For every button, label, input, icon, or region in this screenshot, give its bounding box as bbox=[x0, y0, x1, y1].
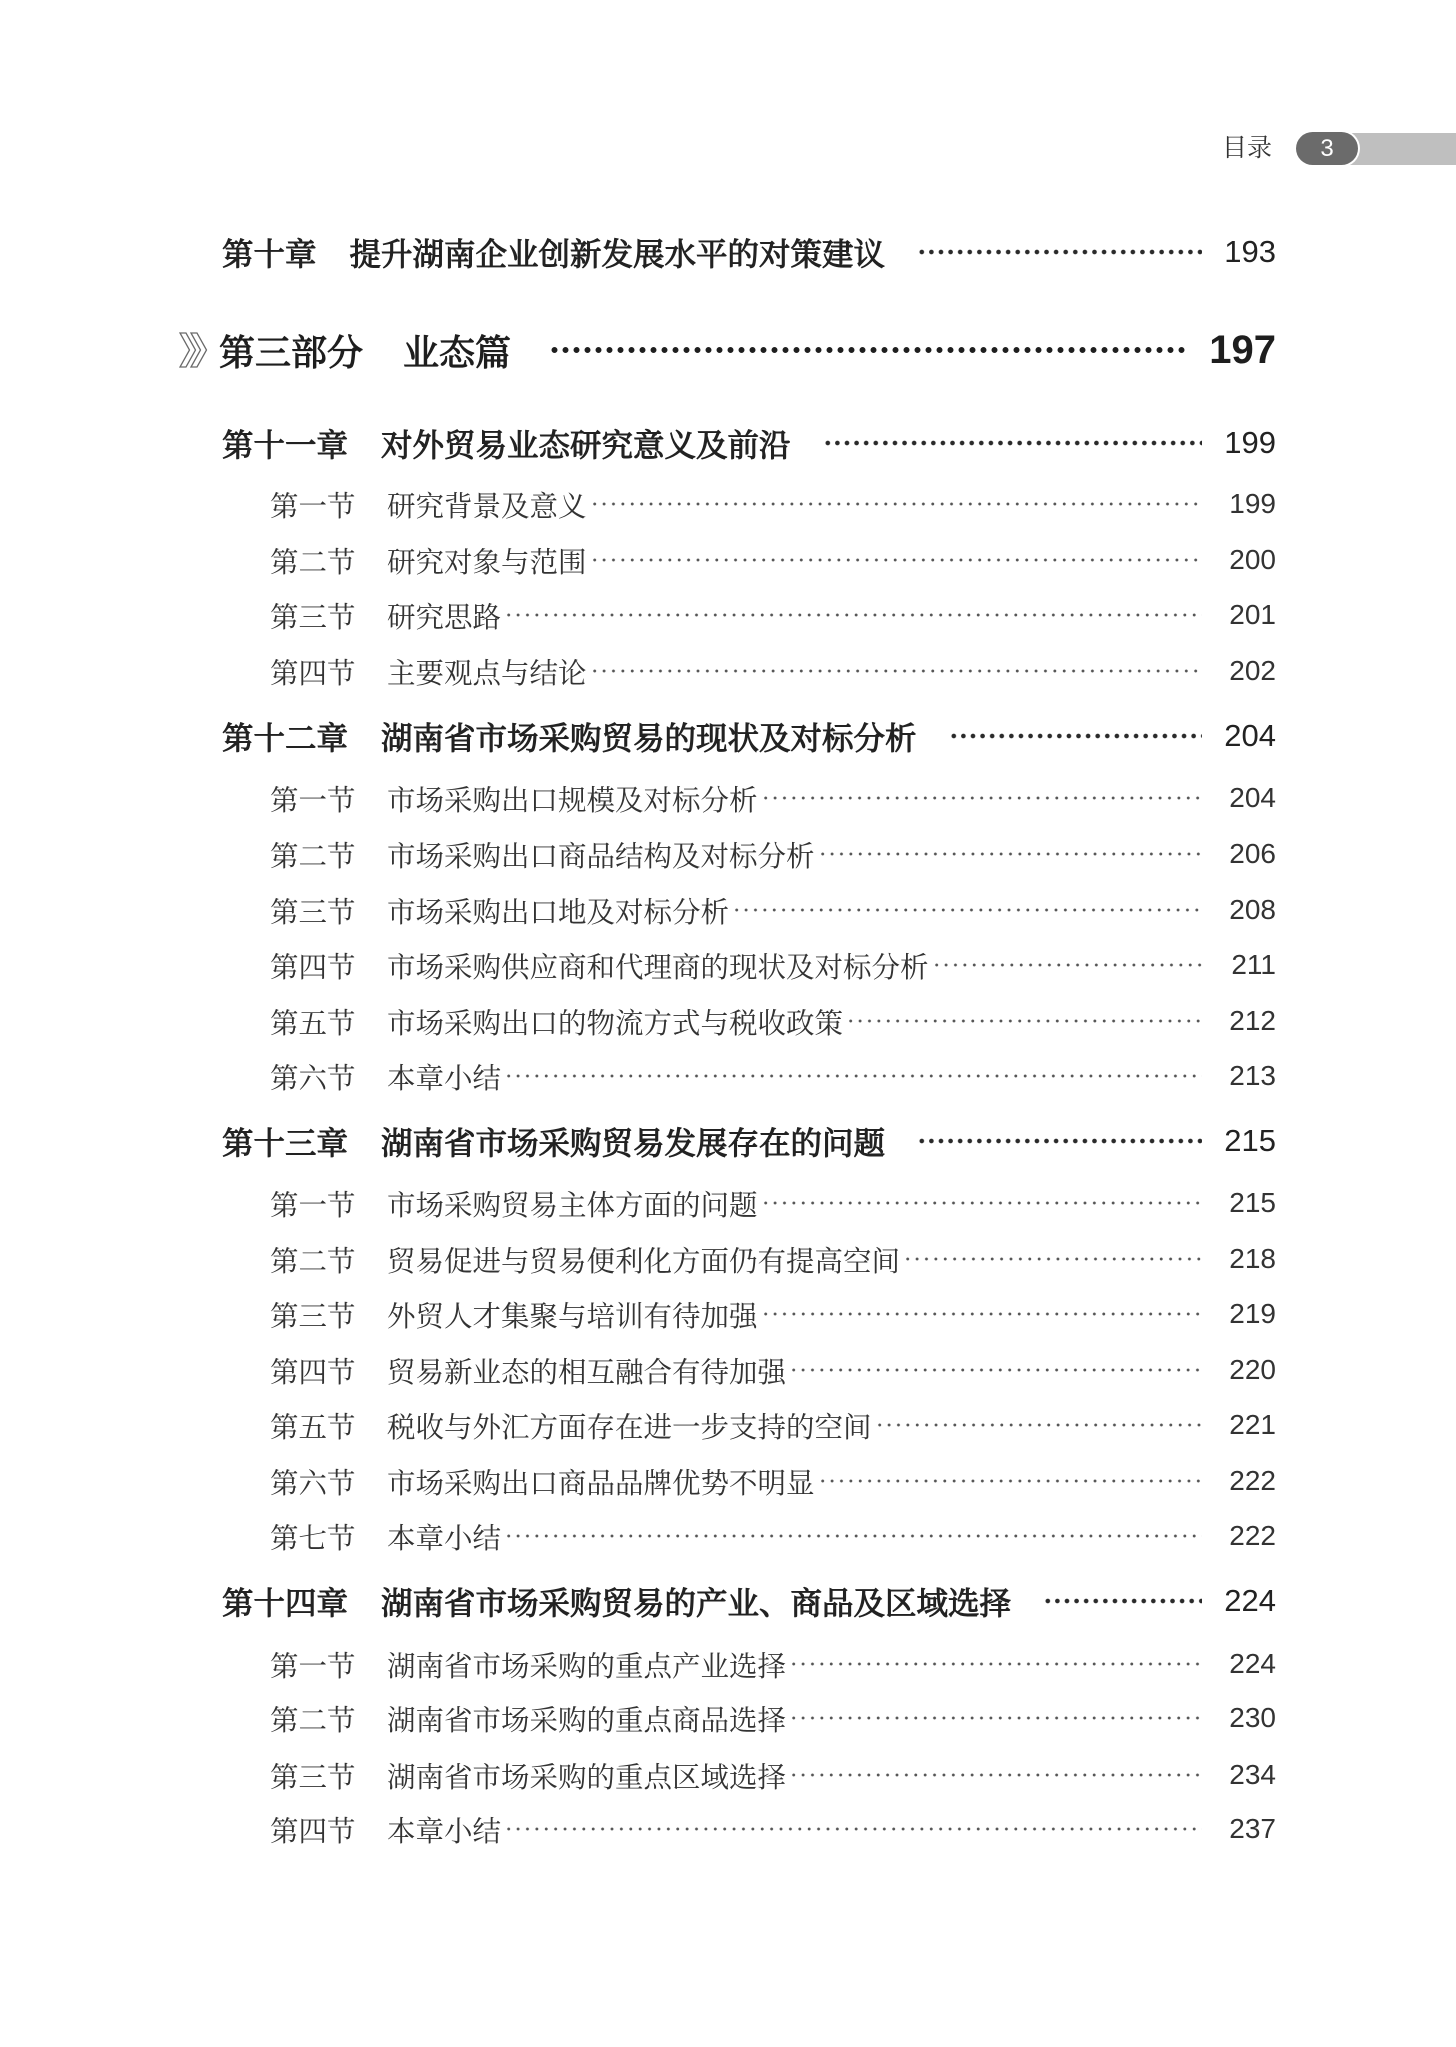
toc-chapter-row bbox=[222, 230, 1276, 274]
running-header-label: 目录 bbox=[1222, 134, 1273, 162]
toc-part-row bbox=[179, 324, 1276, 376]
page-number: 206 bbox=[1229, 838, 1276, 869]
dot-leader bbox=[949, 714, 1202, 758]
dot-leader bbox=[590, 649, 1202, 693]
dot-leader bbox=[504, 1514, 1202, 1558]
page-number: 213 bbox=[1229, 1060, 1276, 1091]
chapter-title: 湖南省市场采购贸易的产业、商品及区域选择 bbox=[381, 1584, 1012, 1621]
page-number: 200 bbox=[1229, 544, 1276, 575]
section-title: 研究思路 bbox=[387, 601, 502, 634]
dot-leader bbox=[590, 538, 1202, 582]
dot-leader bbox=[789, 1753, 1202, 1797]
dot-leader bbox=[903, 1237, 1202, 1281]
page-number: 224 bbox=[1224, 1583, 1276, 1618]
double-chevron-icon bbox=[179, 332, 209, 368]
chapter-title: 湖南省市场采购贸易的现状及对标分析 bbox=[381, 719, 917, 756]
toc-section-row bbox=[270, 482, 1276, 526]
page-number: 222 bbox=[1229, 1520, 1276, 1551]
section-title: 主要观点与结论 bbox=[387, 657, 587, 690]
dot-leader bbox=[761, 776, 1202, 820]
section-number: 第四节 bbox=[270, 1356, 356, 1389]
section-title: 市场采购贸易主体方面的问题 bbox=[387, 1189, 758, 1222]
toc-section-row bbox=[270, 943, 1276, 987]
page-number: 224 bbox=[1229, 1648, 1276, 1679]
section-number: 第六节 bbox=[270, 1467, 356, 1500]
toc-chapter-row bbox=[222, 714, 1276, 758]
section-number: 第三节 bbox=[270, 1761, 356, 1794]
section-number: 第七节 bbox=[270, 1522, 356, 1555]
section-number: 第二节 bbox=[270, 546, 356, 579]
section-number: 第四节 bbox=[270, 951, 356, 984]
section-number: 第二节 bbox=[270, 840, 356, 873]
toc-chapter-row bbox=[222, 1119, 1276, 1163]
toc-section-row bbox=[270, 538, 1276, 582]
toc-chapter-row bbox=[222, 421, 1276, 465]
page-number: 212 bbox=[1229, 1005, 1276, 1036]
dot-leader bbox=[761, 1181, 1202, 1225]
page-number: 208 bbox=[1229, 894, 1276, 925]
toc-section-row bbox=[270, 1459, 1276, 1503]
section-number: 第一节 bbox=[270, 1189, 356, 1222]
dot-leader bbox=[789, 1348, 1202, 1392]
section-title: 外贸人才集聚与培训有待加强 bbox=[387, 1300, 758, 1333]
toc-section-row bbox=[270, 832, 1276, 876]
dot-leader bbox=[875, 1403, 1202, 1447]
section-number: 第三节 bbox=[270, 896, 356, 929]
page-number: 230 bbox=[1229, 1702, 1276, 1733]
page-number: 218 bbox=[1229, 1243, 1276, 1274]
dot-leader bbox=[818, 832, 1202, 876]
page-number: 197 bbox=[1209, 327, 1276, 372]
toc-section-row bbox=[270, 1054, 1276, 1098]
section-number: 第三节 bbox=[270, 601, 356, 634]
toc-section-row bbox=[270, 1642, 1276, 1686]
section-title: 本章小结 bbox=[387, 1522, 502, 1555]
page-number: 204 bbox=[1229, 782, 1276, 813]
toc-section-row bbox=[270, 999, 1276, 1043]
toc-section-row bbox=[270, 888, 1276, 932]
toc-section-row bbox=[270, 1696, 1276, 1740]
chapter-title: 提升湖南企业创新发展水平的对策建议 bbox=[349, 235, 886, 272]
toc-section-row bbox=[270, 649, 1276, 693]
dot-leader bbox=[789, 1696, 1202, 1740]
page-number: 237 bbox=[1229, 1813, 1276, 1844]
section-number: 第四节 bbox=[270, 657, 356, 690]
section-title: 市场采购出口的物流方式与税收政策 bbox=[387, 1007, 844, 1040]
chapter-number: 第十二章 bbox=[222, 719, 349, 756]
section-title: 研究背景及意义 bbox=[387, 490, 587, 523]
toc-chapter-row bbox=[222, 1579, 1276, 1623]
dot-leader bbox=[504, 1054, 1202, 1098]
page-number: 199 bbox=[1224, 425, 1276, 460]
toc-section-row bbox=[270, 776, 1276, 820]
section-number: 第五节 bbox=[270, 1007, 356, 1040]
page-number: 211 bbox=[1231, 949, 1276, 980]
section-title: 市场采购出口地及对标分析 bbox=[387, 896, 730, 929]
chapter-number: 第十一章 bbox=[222, 426, 349, 463]
dot-leader bbox=[1043, 1579, 1202, 1623]
toc-section-row bbox=[270, 1514, 1276, 1558]
section-title: 湖南省市场采购的重点商品选择 bbox=[387, 1704, 787, 1737]
dot-leader bbox=[789, 1642, 1202, 1686]
page-number: 222 bbox=[1229, 1465, 1276, 1496]
section-title: 市场采购出口规模及对标分析 bbox=[387, 784, 758, 817]
page-number: 221 bbox=[1229, 1409, 1276, 1440]
section-number: 第一节 bbox=[270, 784, 356, 817]
toc-section-row bbox=[270, 1807, 1276, 1851]
section-title: 研究对象与范围 bbox=[387, 546, 587, 579]
section-title: 市场采购出口商品结构及对标分析 bbox=[387, 840, 815, 873]
section-title: 市场采购供应商和代理商的现状及对标分析 bbox=[387, 951, 929, 984]
section-title: 贸易促进与贸易便利化方面仍有提高空间 bbox=[387, 1245, 901, 1278]
dot-leader bbox=[823, 421, 1202, 465]
chapter-title: 湖南省市场采购贸易发展存在的问题 bbox=[381, 1124, 886, 1161]
toc-section-row bbox=[270, 593, 1276, 637]
dot-leader bbox=[504, 1807, 1202, 1851]
part-title: 业态篇 bbox=[403, 331, 512, 373]
dot-leader bbox=[549, 324, 1188, 376]
section-title: 湖南省市场采购的重点区域选择 bbox=[387, 1761, 787, 1794]
toc-section-row bbox=[270, 1292, 1276, 1336]
dot-leader bbox=[917, 1119, 1202, 1163]
page-number: 220 bbox=[1229, 1354, 1276, 1385]
section-title: 本章小结 bbox=[387, 1062, 502, 1095]
section-number: 第二节 bbox=[270, 1245, 356, 1278]
dot-leader bbox=[761, 1292, 1202, 1336]
section-number: 第一节 bbox=[270, 490, 356, 523]
section-title: 湖南省市场采购的重点产业选择 bbox=[387, 1650, 787, 1683]
chapter-number: 第十章 bbox=[222, 235, 317, 272]
toc-section-row bbox=[270, 1237, 1276, 1281]
section-number: 第四节 bbox=[270, 1815, 356, 1848]
section-number: 第二节 bbox=[270, 1704, 356, 1737]
section-title: 市场采购出口商品品牌优势不明显 bbox=[387, 1467, 815, 1500]
chapter-title: 对外贸易业态研究意义及前沿 bbox=[381, 426, 791, 463]
chapter-number: 第十三章 bbox=[222, 1124, 349, 1161]
page-number: 201 bbox=[1229, 599, 1276, 630]
section-number: 第六节 bbox=[270, 1062, 356, 1095]
chapter-number: 第十四章 bbox=[222, 1584, 349, 1621]
page-number-badge: 3 bbox=[1296, 132, 1358, 165]
section-title: 贸易新业态的相互融合有待加强 bbox=[387, 1356, 787, 1389]
page-number: 215 bbox=[1229, 1187, 1276, 1218]
page-number: 193 bbox=[1224, 234, 1276, 269]
toc-section-row bbox=[270, 1403, 1276, 1447]
page-number: 219 bbox=[1229, 1298, 1276, 1329]
dot-leader bbox=[732, 888, 1202, 932]
dot-leader bbox=[818, 1459, 1202, 1503]
section-number: 第五节 bbox=[270, 1411, 356, 1444]
page-number: 202 bbox=[1229, 655, 1276, 686]
toc-section-row bbox=[270, 1348, 1276, 1392]
page-number: 199 bbox=[1229, 488, 1276, 519]
dot-leader bbox=[504, 593, 1202, 637]
page-number: 234 bbox=[1229, 1759, 1276, 1790]
dot-leader bbox=[917, 230, 1202, 274]
toc-section-row bbox=[270, 1181, 1276, 1225]
dot-leader bbox=[590, 482, 1202, 526]
part-number: 第三部分 bbox=[219, 331, 364, 373]
dot-leader bbox=[846, 999, 1202, 1043]
dot-leader bbox=[932, 943, 1202, 987]
section-title: 税收与外汇方面存在进一步支持的空间 bbox=[387, 1411, 872, 1444]
section-title: 本章小结 bbox=[387, 1815, 502, 1848]
section-number: 第一节 bbox=[270, 1650, 356, 1683]
toc-section-row bbox=[270, 1753, 1276, 1797]
page-number: 215 bbox=[1224, 1123, 1276, 1158]
section-number: 第三节 bbox=[270, 1300, 356, 1333]
page-number: 204 bbox=[1224, 718, 1276, 753]
